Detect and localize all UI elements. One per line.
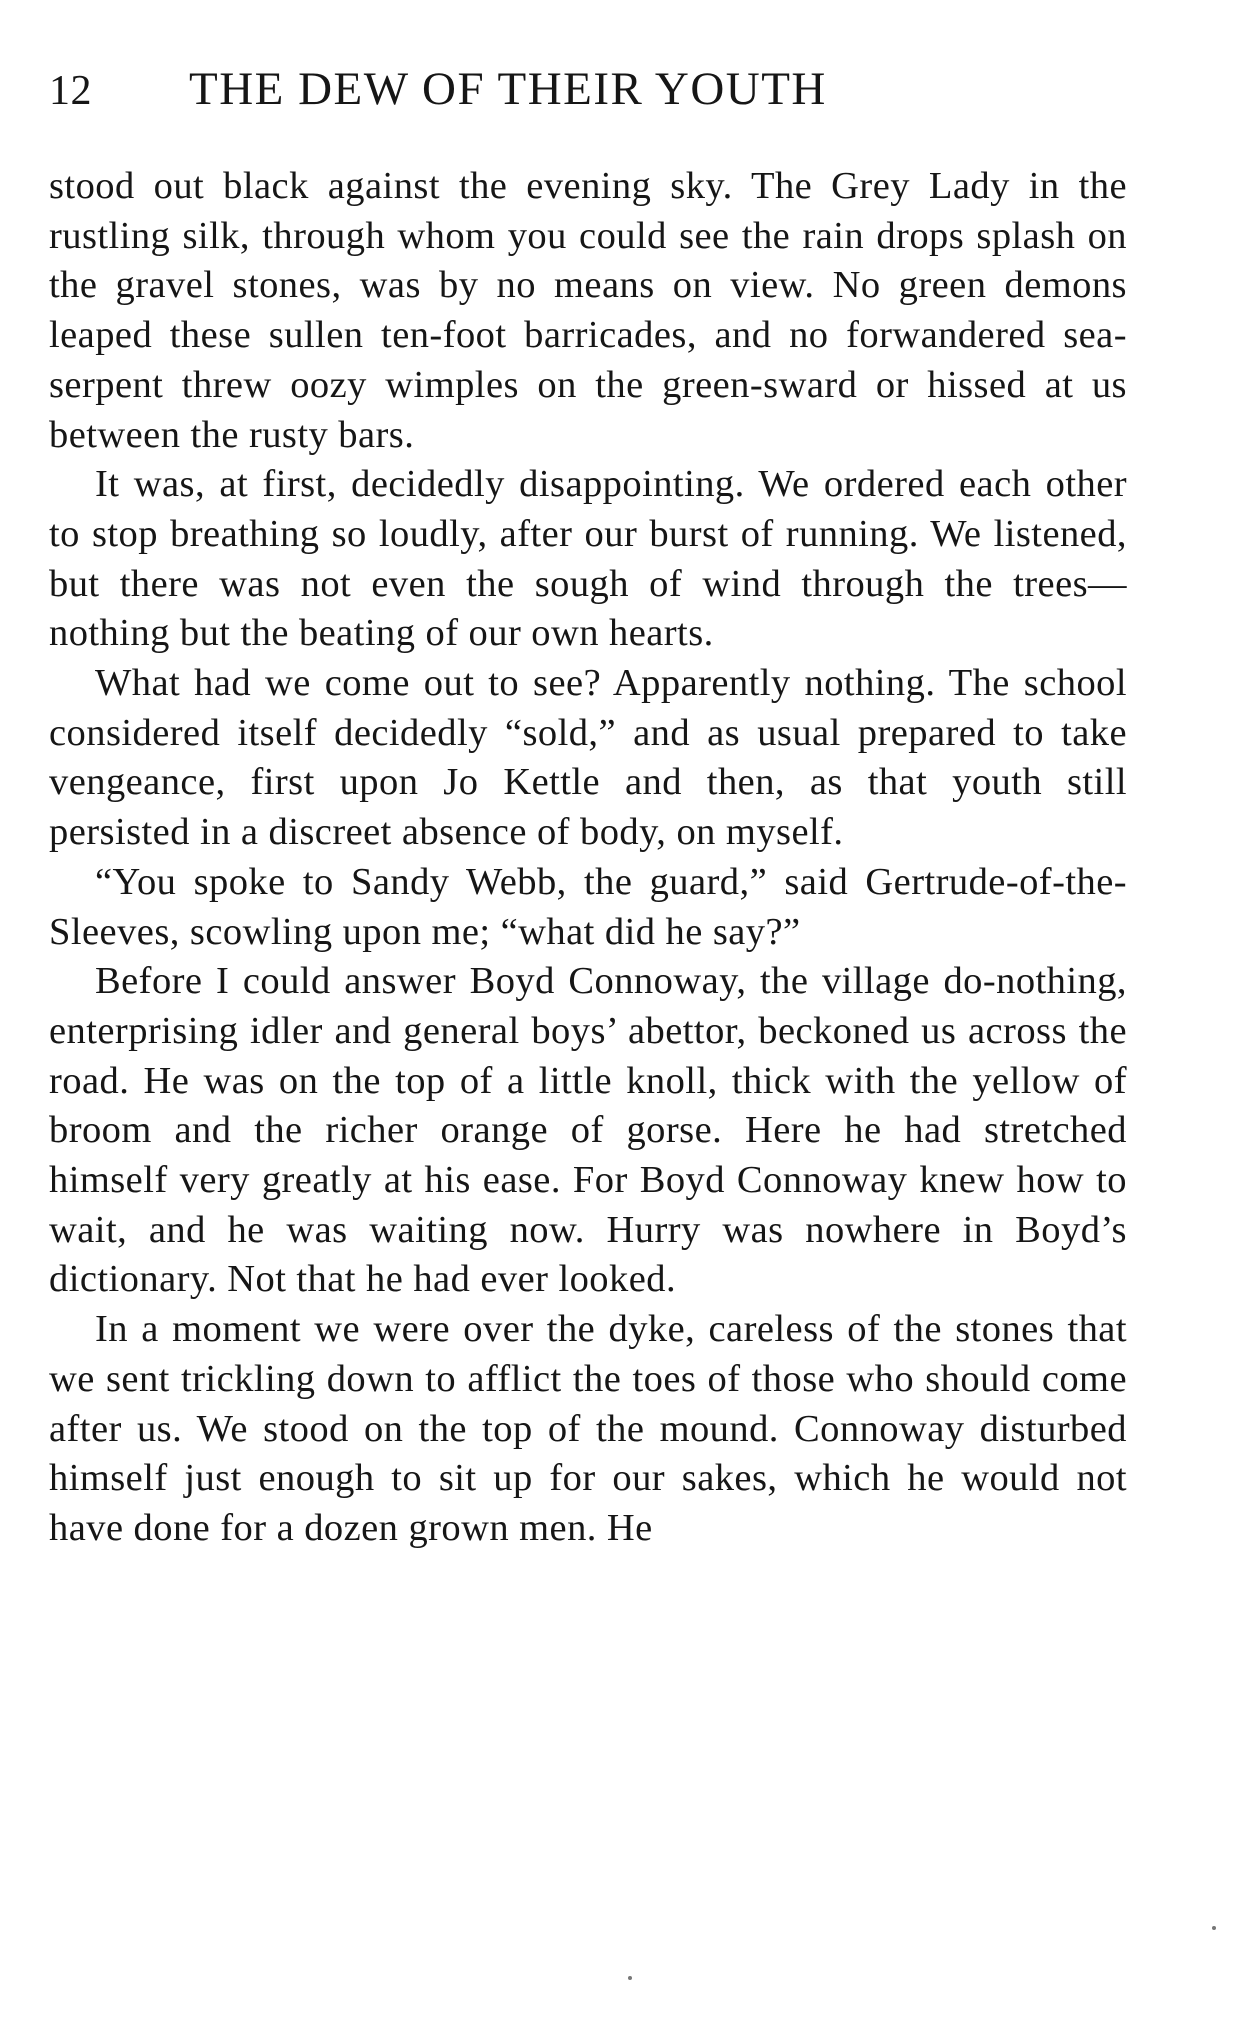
page-header: [49, 62, 1127, 118]
paragraph-2: It was, at first, decidedly disappointing. We ordered each other to stop breathing so loudly, after our burst of running. We listened, but there was not even the sough of wind through the trees—nothing but the beating of our own hearts.: [49, 463, 1127, 655]
book-page: [49, 62, 1127, 1554]
page-number: 12: [49, 68, 92, 114]
paragraph-5: Before I could answer Boyd Connoway, the village do-nothing, enterprising idler and general boys’ abettor, beckoned us across the road. He was on the top of a little knoll, thick with the yellow of broom and the richer orange of gorse. Here he had stretched himself very greatly at his ease. For Boyd Connoway knew how to wait, and he was waiting now. Hurry was nowhere in Boyd’s dictionary. Not that he had ever looked.: [49, 960, 1127, 1301]
scan-speck: [1212, 1926, 1216, 1930]
scan-speck: [628, 1976, 632, 1980]
paragraph-6: In a moment we were over the dyke, careless of the stones that we sent trickling down to afflict the toes of those who should come after us. We stood on the top of the mound. Connoway disturbed himself just enough to sit up for our sakes, which he would not have done for a dozen grown men. He: [49, 1308, 1127, 1549]
paragraph-1: stood out black against the evening sky. The Grey Lady in the rustling silk, through whom you could see the rain drops splash on the gravel stones, was by no means on view. No green demons leaped these sullen ten-foot barricades, and no forwandered sea-serpent threw oozy wimples on the green-sward or hissed at us between the rusty bars.: [49, 165, 1127, 456]
paragraph-3: What had we come out to see? Apparently nothing. The school considered itself decidedly “sold,” and as usual prepared to take vengeance, first upon Jo Kettle and then, as that youth still persisted in a discreet absence of body, on myself.: [49, 662, 1127, 854]
body-text: [49, 162, 1127, 1554]
running-title: THE DEW OF THEIR YOUTH: [189, 63, 827, 115]
paragraph-4: “You spoke to Sandy Webb, the guard,” said Gertrude-of-the-Sleeves, scowling upon me; “what did he say?”: [49, 860, 1127, 953]
